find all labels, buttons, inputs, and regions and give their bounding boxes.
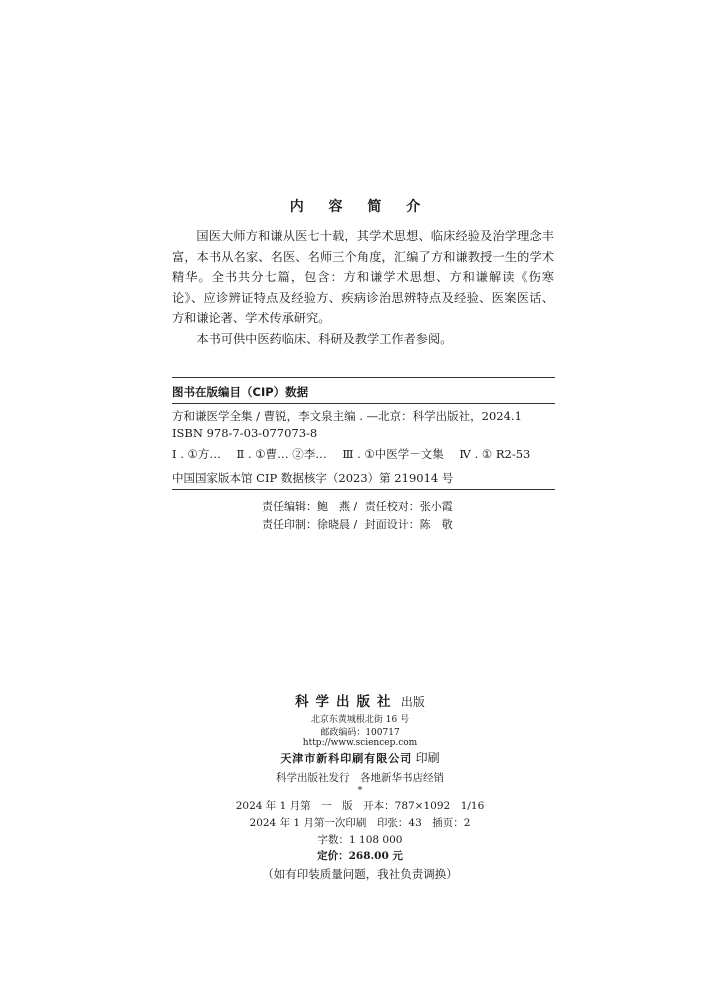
edition-line: 2024 年 1 月第 一 版 开本：787×1092 1/16 (235, 800, 485, 812)
summary-body (172, 226, 554, 349)
publisher-website: http://www.sciencep.com (302, 738, 418, 748)
print-supervisor: 责任印制：徐晓晨 / (262, 518, 358, 531)
publisher-line (0, 690, 720, 710)
imprint-separator: * (357, 786, 363, 796)
cip-bottom-rule (172, 489, 555, 490)
cip-classification: Ⅰ . ①方… (172, 447, 221, 461)
printer-suffix: 印刷 (415, 751, 440, 765)
responsible-proofreader: 责任校对：张小霞 (364, 500, 453, 513)
publisher-name: 科学出版社 (295, 694, 398, 710)
publisher-address: 北京东黄城根北街 16 号 (310, 715, 410, 725)
word-count: 字数：1 108 000 (317, 834, 403, 846)
summary-paragraph: 国医大师方和谦从医七十载，其学术思想、临床经验及治学理念丰富，本书从名家、名医、名师三个角度，汇编了方和谦教授一生的学术精华。全书共分七篇，包含：方和谦学术思想、方和谦解读《伤寒论》、应诊辨证特点及经验方、疾病诊治思辨特点及经验、医案医话、方和谦论著、学术传承研究。 (172, 229, 554, 325)
editor-credits-row (262, 498, 457, 514)
cover-designer: 封面设计：陈 敬 (364, 518, 453, 531)
printer-line (0, 749, 720, 766)
editor-credits-row (262, 516, 457, 532)
summary-title: 内 容 简 介 (289, 199, 431, 215)
cip-classification-row (172, 446, 542, 462)
cip-top-rule (172, 377, 555, 378)
quality-note: （如有印装质量问题，我社负责调换） (262, 867, 458, 881)
summary-paragraph: 本书可供中医药临床、科研及教学工作者参阅。 (196, 331, 453, 346)
cip-heading-rule (172, 403, 555, 404)
cip-classification: Ⅳ . ① R2-53 (459, 447, 531, 461)
publisher-postcode: 邮政编码：100717 (320, 728, 400, 738)
price: 定价：268.00 元 (317, 850, 403, 862)
distribution-line: 科学出版社发行 各地新华书店经销 (276, 772, 444, 784)
printing-line: 2024 年 1 月第一次印刷 印张：43 插页：2 (249, 817, 471, 829)
cip-record-number: 中国国家版本馆 CIP 数据核字（2023）第 219014 号 (172, 471, 454, 485)
cip-heading: 图书在版编目（CIP）数据 (172, 385, 309, 399)
cip-classification: Ⅲ . ①中医学－文集 (342, 447, 444, 461)
cip-isbn: ISBN 978-7-03-077073-8 (172, 426, 318, 440)
cip-classification: Ⅱ . ①曹… ②李… (236, 447, 327, 461)
cip-citation: 方和谦医学全集 / 曹锐，李文泉主编 . —北京：科学出版社，2024.1 (172, 409, 522, 423)
printer-name: 天津市新科印刷有限公司 (280, 752, 413, 765)
publisher-suffix: 出版 (400, 695, 425, 709)
responsible-editor: 责任编辑：鲍 燕 / (262, 500, 358, 513)
